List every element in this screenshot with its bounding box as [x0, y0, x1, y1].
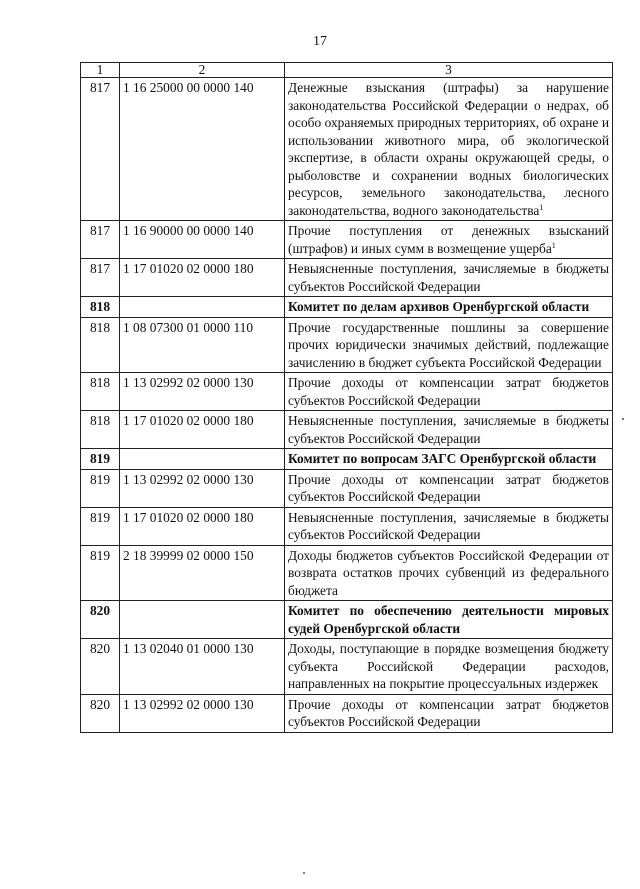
- description-text: Прочие поступления от денежных взысканий (штрафов) и иных сумм в возмещение ущерба: [288, 223, 609, 256]
- description-text: Комитет по делам архивов Оренбургской области: [288, 299, 590, 314]
- header-col-3: 3: [285, 63, 613, 78]
- description-text: Доходы, поступающие в порядке возмещения бюджету субъекта Российской Федерации расходов, направленных на покрытие процессуальных издержек: [288, 641, 609, 691]
- admin-code-cell: 818: [81, 297, 120, 318]
- description-text: Прочие доходы от компенсации затрат бюджетов субъектов Российской Федерации: [288, 375, 609, 408]
- admin-code-cell: 818: [81, 411, 120, 449]
- admin-code-cell: 819: [81, 469, 120, 507]
- description-text: Доходы бюджетов субъектов Российской Федерации от возврата остатков прочих субвенций из федерального бюджета: [288, 547, 609, 598]
- description-text: Невыясненные поступления, зачисляемые в бюджеты субъектов Российской Федерации: [288, 413, 609, 446]
- description-text: Комитет по обеспечению деятельности мировых судей Оренбургской области: [288, 603, 609, 636]
- table-row: [81, 639, 613, 695]
- table-row: [81, 373, 613, 411]
- committee-row: [81, 297, 613, 318]
- description-text: Невыясненные поступления, зачисляемые в бюджеты субъектов Российской Федерации: [288, 509, 609, 542]
- description-text: Невыясненные поступления, зачисляемые в бюджеты субъектов Российской Федерации: [288, 261, 609, 294]
- admin-code-cell: 817: [81, 259, 120, 297]
- description-cell: [285, 601, 613, 639]
- table-row: [81, 507, 613, 545]
- table-row: [81, 469, 613, 507]
- table-row: [81, 545, 613, 601]
- table-row: [81, 221, 613, 259]
- footnote-marker: 1: [551, 240, 556, 250]
- scan-mark: [303, 872, 305, 874]
- description-cell: [285, 507, 613, 545]
- header-col-1: 1: [81, 63, 120, 78]
- table-row: [81, 411, 613, 449]
- page-number: 17: [313, 34, 327, 49]
- table-row: [81, 259, 613, 297]
- admin-code-cell: 820: [81, 694, 120, 732]
- admin-code-cell: 820: [81, 601, 120, 639]
- description-text: Прочие государственные пошлины за совершение прочих юридически значимых действий, подлежащие зачислению в бюджет субъекта Российской Федерации: [288, 319, 609, 370]
- footnote-marker: 1: [539, 202, 544, 212]
- admin-code-cell: 819: [81, 507, 120, 545]
- admin-code-cell: 818: [81, 373, 120, 411]
- description-cell: [285, 545, 613, 601]
- committee-row: [81, 449, 613, 470]
- table-row: [81, 694, 613, 732]
- budget-code-cell: 1 13 02992 02 0000 130: [120, 373, 285, 411]
- budget-code-cell: 1 13 02992 02 0000 130: [120, 694, 285, 732]
- admin-code-cell: 817: [81, 221, 120, 259]
- description-text: Комитет по вопросам ЗАГС Оренбургской области: [288, 451, 597, 466]
- admin-code-cell: 818: [81, 317, 120, 373]
- description-cell: [285, 317, 613, 373]
- description-cell: [285, 78, 613, 221]
- committee-row: [81, 601, 613, 639]
- budget-code-cell: 1 08 07300 01 0000 110: [120, 317, 285, 373]
- budget-code-cell: 1 16 25000 00 0000 140: [120, 78, 285, 221]
- description-cell: [285, 221, 613, 259]
- description-cell: [285, 639, 613, 695]
- scan-mark: [622, 418, 624, 420]
- budget-code-cell: [120, 297, 285, 318]
- admin-code-cell: 817: [81, 78, 120, 221]
- budget-code-cell: 1 16 90000 00 0000 140: [120, 221, 285, 259]
- description-cell: [285, 469, 613, 507]
- budget-code-cell: 1 17 01020 02 0000 180: [120, 507, 285, 545]
- description-text: Денежные взыскания (штрафы) за нарушение законодательства Российской Федерации о недрах, об особо охраняемых природных территориях, об охране и использовании животного мира, об экологической экспертизе, в области охраны окружающей среды, о рыболовстве и сохранении водных биологических ресурсов, земельного законодательства, лесного законодательства, водного законодательства: [288, 80, 609, 218]
- table-header-row: [81, 63, 613, 78]
- description-text: Прочие доходы от компенсации затрат бюджетов субъектов Российской Федерации: [288, 471, 609, 504]
- header-col-2: 2: [120, 63, 285, 78]
- description-cell: [285, 297, 613, 318]
- description-text: Прочие доходы от компенсации затрат бюджетов субъектов Российской Федерации: [288, 696, 609, 729]
- budget-code-cell: 1 13 02992 02 0000 130: [120, 469, 285, 507]
- budget-code-cell: [120, 601, 285, 639]
- budget-code-cell: 1 13 02040 01 0000 130: [120, 639, 285, 695]
- admin-code-cell: 819: [81, 449, 120, 470]
- budget-code-cell: 1 17 01020 02 0000 180: [120, 259, 285, 297]
- admin-code-cell: 819: [81, 545, 120, 601]
- budget-code-cell: 1 17 01020 02 0000 180: [120, 411, 285, 449]
- revenue-codes-table: [80, 62, 613, 733]
- description-cell: [285, 449, 613, 470]
- description-cell: [285, 259, 613, 297]
- budget-code-cell: [120, 449, 285, 470]
- admin-code-cell: 820: [81, 639, 120, 695]
- description-cell: [285, 373, 613, 411]
- description-cell: [285, 411, 613, 449]
- table-row: [81, 317, 613, 373]
- table-row: [81, 78, 613, 221]
- budget-code-cell: 2 18 39999 02 0000 150: [120, 545, 285, 601]
- description-cell: [285, 694, 613, 732]
